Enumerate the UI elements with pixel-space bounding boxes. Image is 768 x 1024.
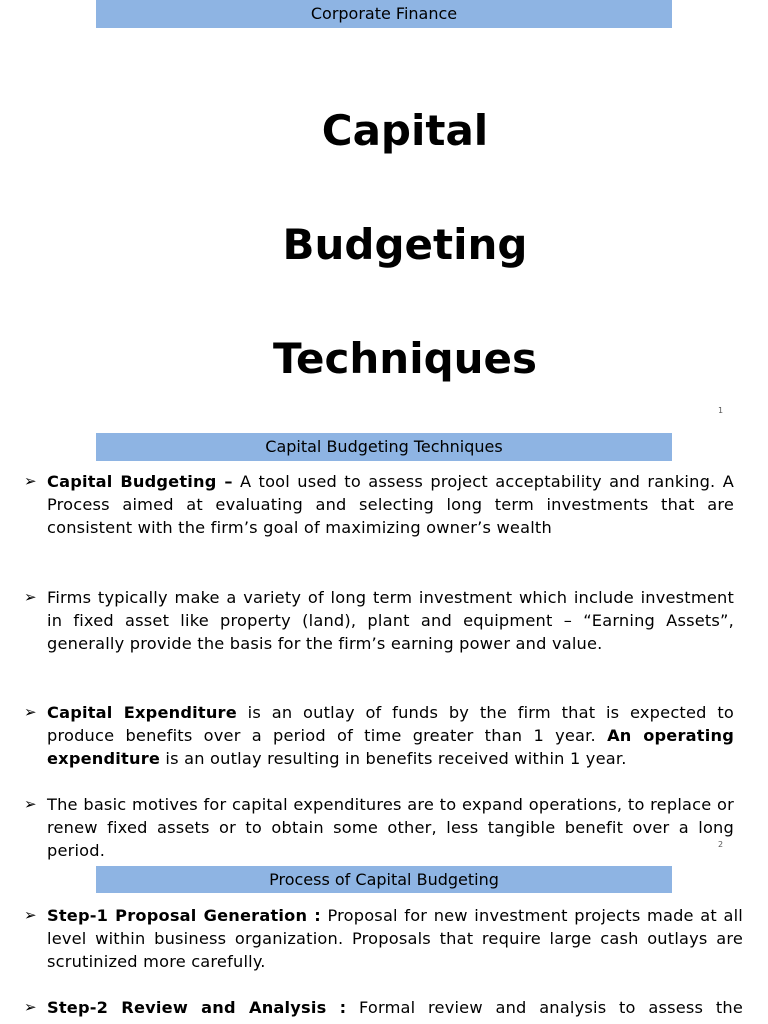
bullet-bold-term: Step-1 Proposal Generation : [47,906,321,925]
bullet-capital-expenditure [24,701,734,770]
bullet-step-2 [24,996,743,1019]
bullet-capital-budgeting [24,470,734,539]
title-line-2: Budgeting [282,220,528,269]
bullet-text: Firms typically make a variety of long term investment which include investment in fixed asset like property (land), plant and equipment – “Earning Assets”, generally provide the basis for the firm’s earning power and value. [47,588,734,653]
bullet-text: A tool used to assess project acceptability and ranking. A Process aimed at evaluating and selecting long term investments that are consistent with the firm’s goal of maximizing owner’s wealth [47,472,734,537]
bullet-bold-term: Step-2 Review and Analysis : [47,998,347,1017]
bullet-text: The basic motives for capital expenditures are to expand operations, to replace or renew fixed assets or to obtain some other, less tangible benefit over a long period. [47,795,734,860]
bullet-step-1 [24,904,743,973]
bullet-basic-motives [24,793,734,862]
bullet-text: Formal review and analysis to assess the [346,998,743,1017]
title-line-3: Techniques [272,334,538,383]
bullet-bold-term: Capital Expenditure [47,703,237,722]
arrow-bullet-icon: ➢ [24,906,37,924]
capital-budgeting-techniques-header: Capital Budgeting Techniques [96,433,672,461]
arrow-bullet-icon: ➢ [24,795,37,813]
arrow-bullet-icon: ➢ [24,588,37,606]
arrow-bullet-icon: ➢ [24,472,37,490]
bullet-text-2: is an outlay resulting in benefits received within 1 year. [160,749,627,768]
bullet-firms-investment [24,586,734,655]
arrow-bullet-icon: ➢ [24,998,37,1016]
corporate-finance-header: Corporate Finance [96,0,672,28]
title-line-1: Capital [321,106,489,155]
process-of-capital-budgeting-header: Process of Capital Budgeting [96,866,672,893]
bullet-text: Proposal for new investment projects made at all level within business organization. Proposals that require large cash outlays are scrutinized more carefully. [47,906,743,971]
bullet-bold-term-2: An operating expenditure [47,726,734,768]
arrow-bullet-icon: ➢ [24,703,37,721]
page-number-1: 1 [718,406,724,415]
bullet-text: is an outlay of funds by the firm that is expected to produce benefits over a period of time greater than 1 year. [47,703,734,745]
bullet-bold-term: Capital Budgeting – [47,472,233,491]
page-number-2: 2 [718,840,724,849]
